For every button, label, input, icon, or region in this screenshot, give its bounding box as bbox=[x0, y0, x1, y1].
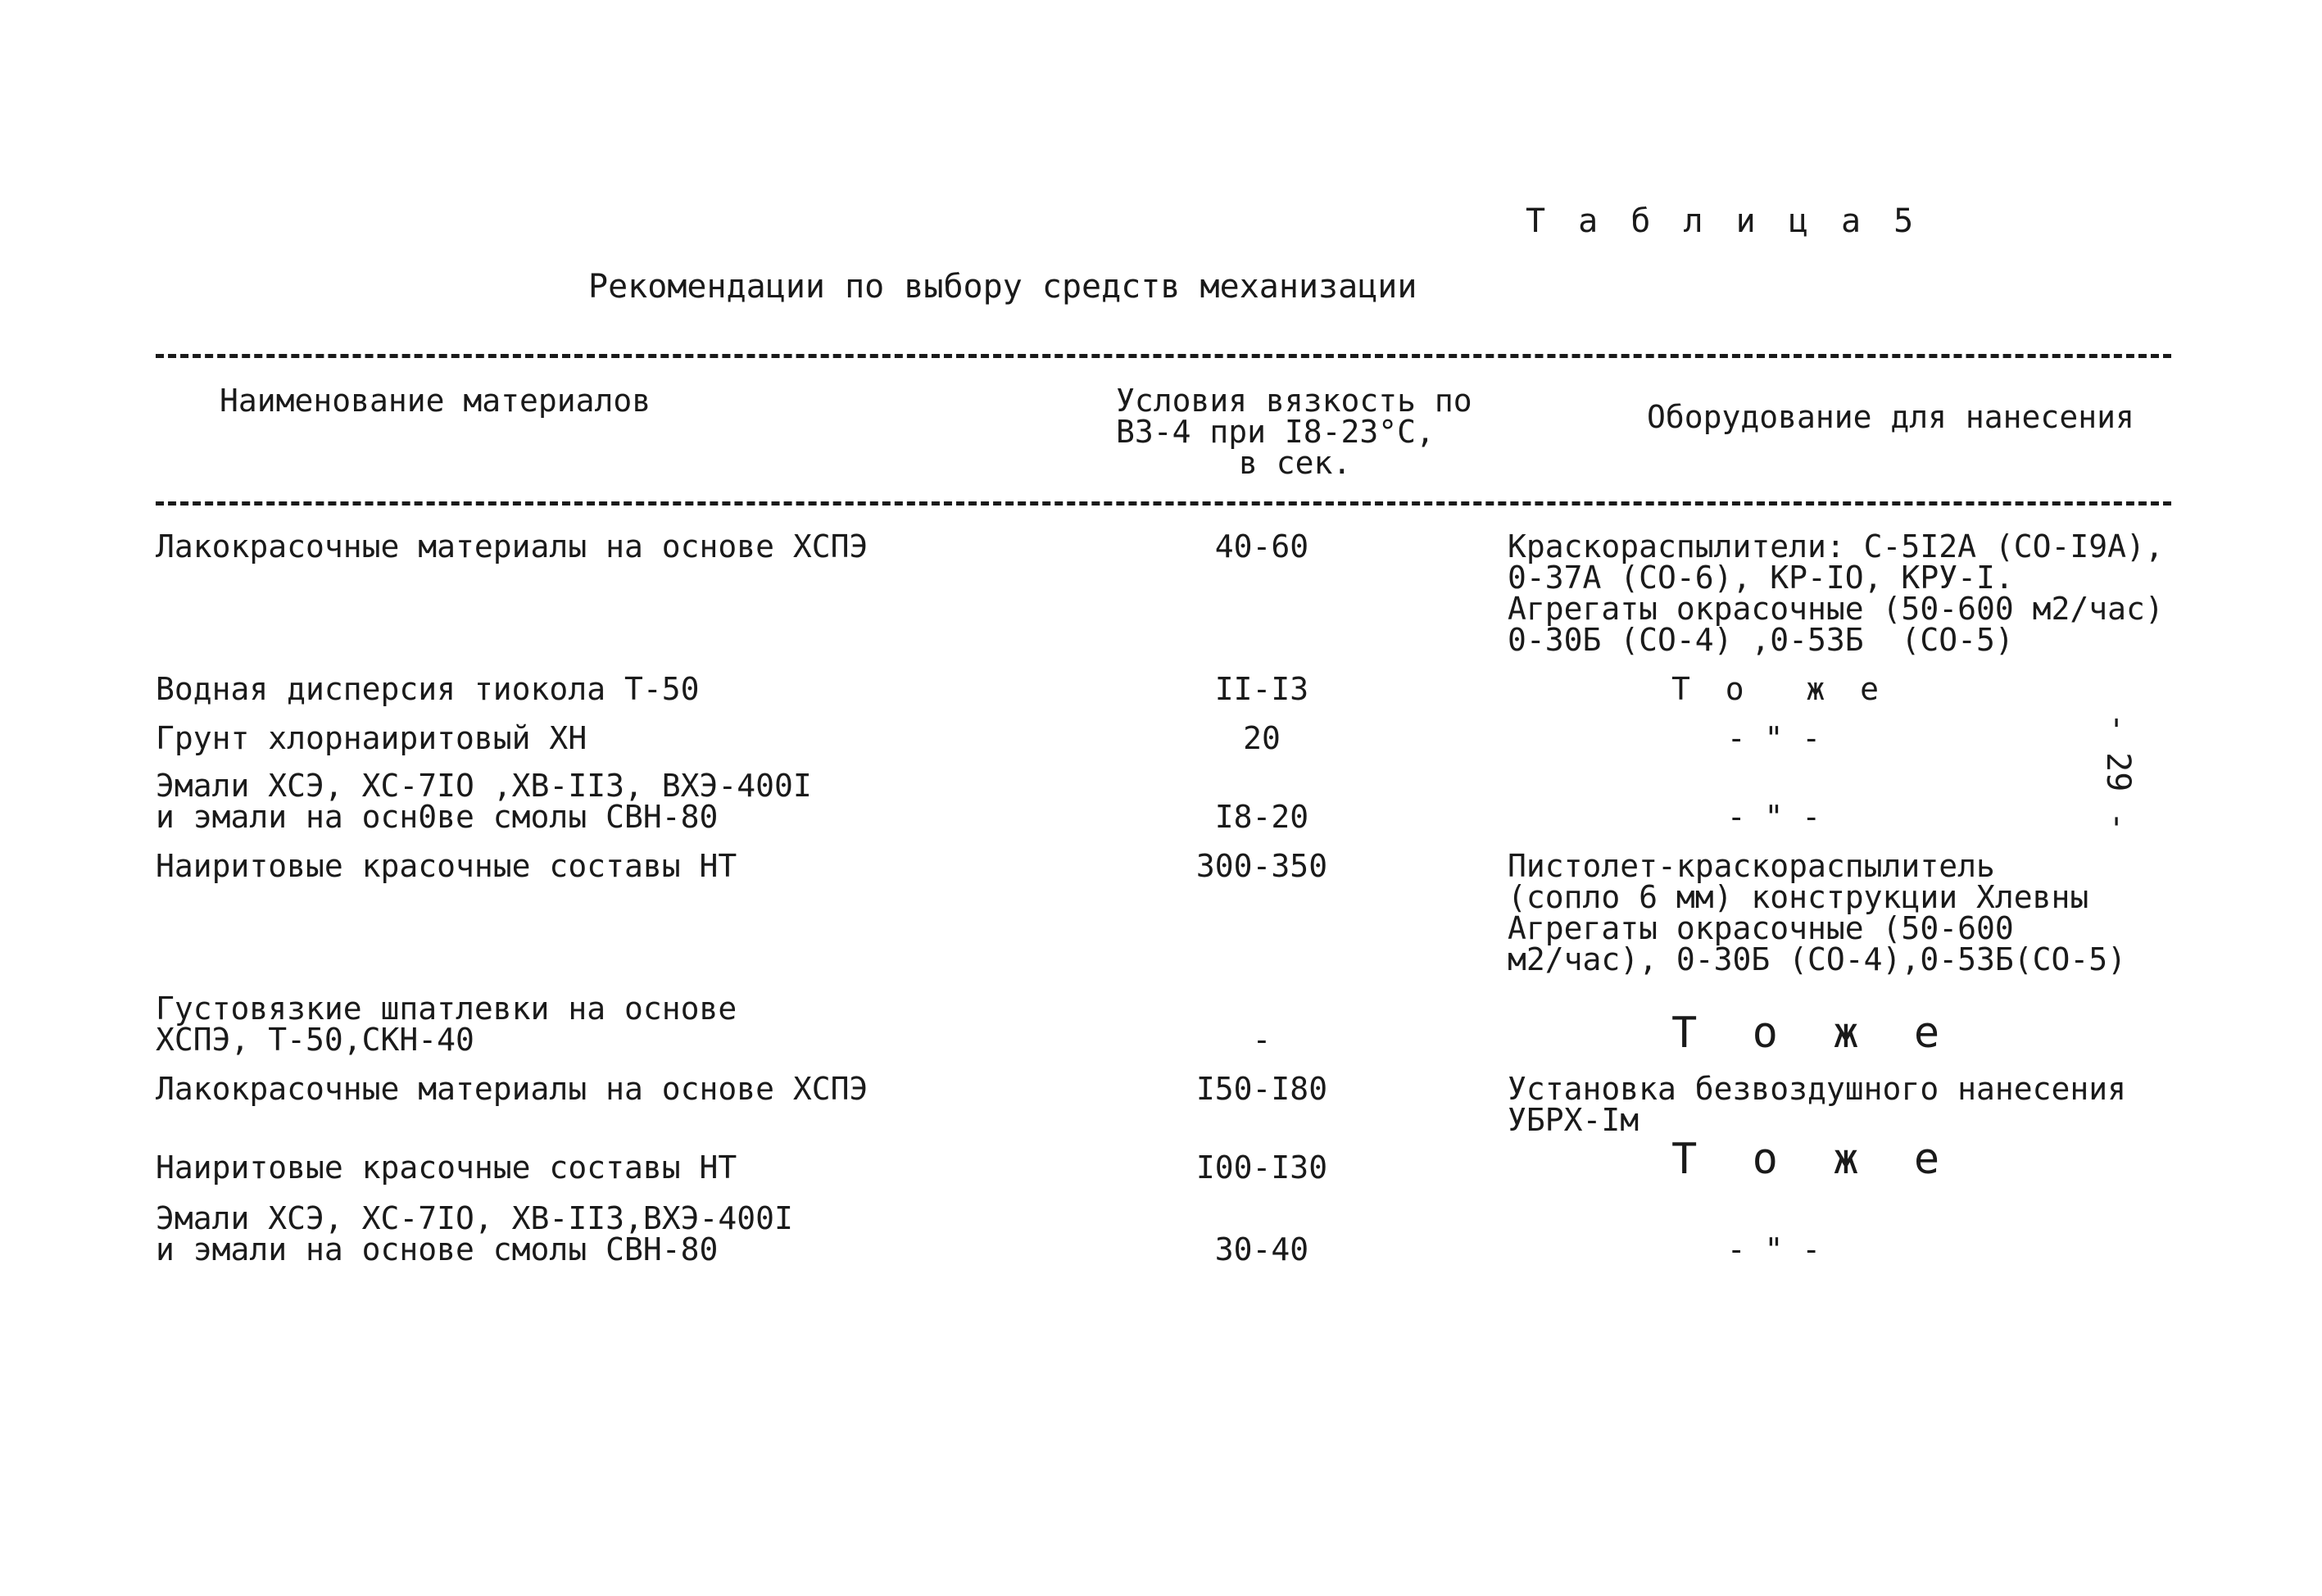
viscosity-header-line-2: ВЗ-4 при I8-23°С, bbox=[1116, 414, 1435, 450]
column-header-material: Наименование материалов bbox=[220, 383, 651, 419]
row-3-material: Грунт хлорнаиритовый ХН bbox=[156, 720, 587, 756]
row-8-viscosity: I00-I30 bbox=[1195, 1149, 1328, 1186]
table-title: Рекомендации по выбору средств механизации bbox=[588, 268, 1417, 306]
row-2-equipment: Т о ж е bbox=[1671, 671, 1888, 707]
row-4-viscosity: I8-20 bbox=[1214, 799, 1309, 835]
row-1-material: Лакокрасочные материалы на основе ХСПЭ bbox=[156, 528, 868, 564]
row-3-equipment: - " - bbox=[1726, 720, 1821, 756]
viscosity-header-line-3: в сек. bbox=[1239, 445, 1352, 481]
row-7-material: Лакокрасочные материалы на основе ХСПЭ bbox=[156, 1071, 868, 1107]
table-top-rule bbox=[156, 354, 2171, 358]
row-1-equipment: Краскораспылители: С-5I2А (СО-I9А), 0-37А (СО-6), КР-IО, КРУ-I. Агрегаты окрасочные (50-600 м2/час) 0-30Б (СО-4) ,0-53Б (СО-5) bbox=[1508, 528, 2164, 658]
row-9-material: Эмали ХСЭ, ХС-7IO, ХВ-II3,ВХЭ-400I и эмали на основе смолы СВН-80 bbox=[156, 1200, 793, 1267]
page-number: - 29 - bbox=[2099, 713, 2137, 832]
row-4-material: Эмали ХСЭ, ХС-7IO ,ХВ-II3, ВХЭ-400I и эмали на осн0ве смолы СВН-80 bbox=[156, 768, 812, 835]
row-2-viscosity: II-I3 bbox=[1214, 671, 1309, 707]
row-3-viscosity: 20 bbox=[1243, 720, 1281, 756]
row-5-equipment: Пистолет-краскораспылитель (сопло 6 мм) конструкции Хлевны Агрегаты окрасочные (50-600 м2/час), 0-30Б (СО-4),0-53Б(СО-5) bbox=[1508, 848, 2126, 977]
row-1-viscosity: 40-60 bbox=[1214, 528, 1309, 564]
row-8-material: Наиритовые красочные составы НТ bbox=[156, 1149, 737, 1186]
row-7-equipment: Установка безвоздушного нанесения УБРХ-Iм bbox=[1508, 1071, 2126, 1138]
row-6-viscosity: - bbox=[1252, 1022, 1272, 1058]
row-6-equipment: Т о ж е bbox=[1671, 1009, 1955, 1058]
column-header-equipment: Оборудование для нанесения bbox=[1647, 399, 2134, 435]
row-6-material: Густовязкие шпатлевки на основе ХСПЭ, Т-50,СКН-40 bbox=[156, 991, 737, 1058]
row-2-material: Водная дисперсия тиокола Т-50 bbox=[156, 671, 700, 707]
table-label: Т а б л и ц а 5 bbox=[1526, 202, 1921, 240]
row-5-viscosity: 300-350 bbox=[1195, 848, 1328, 884]
row-9-equipment: - " - bbox=[1726, 1231, 1821, 1267]
column-header-viscosity bbox=[1116, 383, 1558, 481]
row-5-material: Наиритовые красочные составы НТ bbox=[156, 848, 737, 884]
table-header-rule bbox=[156, 501, 2171, 506]
row-8-equipment: Т о ж е bbox=[1671, 1135, 1955, 1184]
row-4-equipment: - " - bbox=[1726, 799, 1821, 835]
row-7-viscosity: I50-I80 bbox=[1195, 1071, 1328, 1107]
viscosity-header-line-1: Условия вязкость по bbox=[1116, 383, 1472, 419]
row-9-viscosity: 30-40 bbox=[1214, 1231, 1309, 1267]
